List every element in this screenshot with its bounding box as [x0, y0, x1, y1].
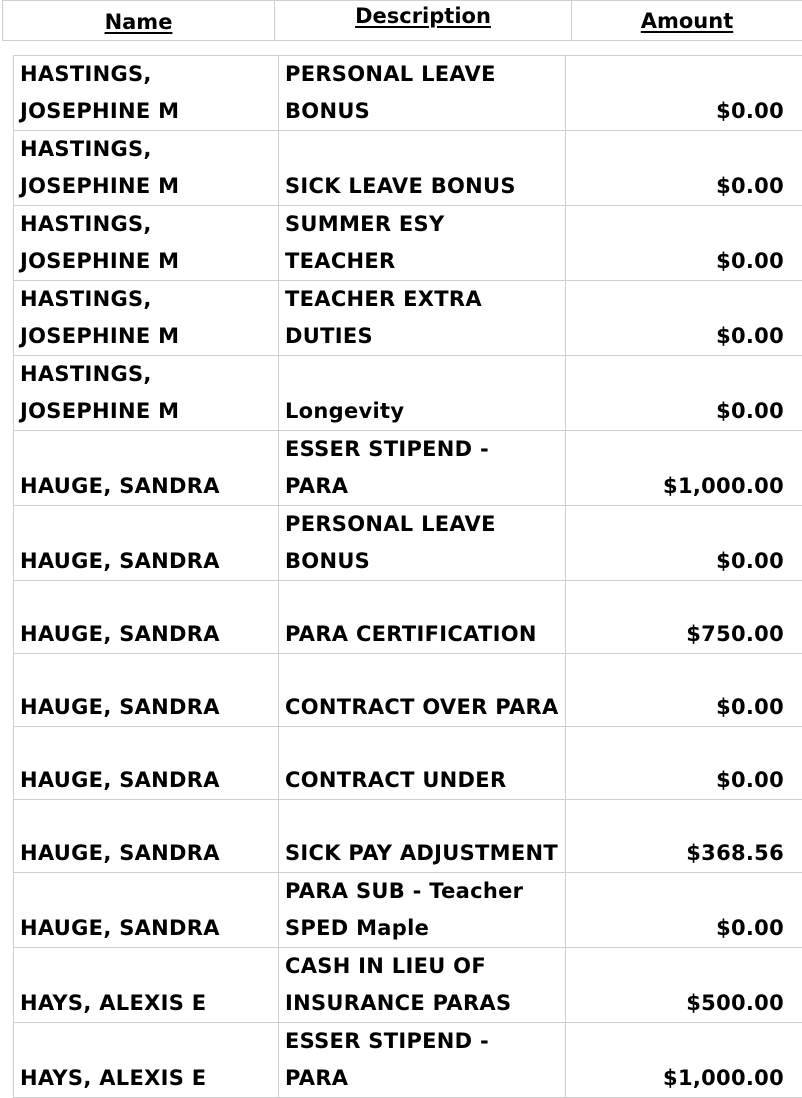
employee-name-cell-text: HAUGE, SANDRA [20, 543, 272, 581]
amount-cell [566, 948, 802, 1023]
table-row [14, 431, 802, 506]
description-cell [279, 1023, 566, 1098]
table-row [14, 654, 802, 727]
description-cell [279, 356, 566, 431]
description-cell [279, 131, 566, 206]
table-row [14, 1023, 802, 1098]
header-amount: Amount [572, 1, 802, 41]
amount-cell [566, 206, 802, 281]
employee-name-cell [14, 727, 279, 800]
amount-cell-text: $500.00 [572, 985, 784, 1023]
employee-name-cell-text: HAUGE, SANDRA [20, 468, 272, 506]
amount-cell-text: $0.00 [572, 910, 784, 948]
employee-name-cell [14, 206, 279, 281]
amount-cell [566, 800, 802, 873]
employee-name-cell-text: HAUGE, SANDRA [20, 762, 272, 800]
description-cell [279, 654, 566, 727]
description-cell [279, 727, 566, 800]
employee-name-cell [14, 948, 279, 1023]
employee-name-cell-text: HAUGE, SANDRA [20, 835, 272, 873]
description-cell-text: CONTRACT UNDER [285, 762, 559, 800]
amount-cell-text: $0.00 [572, 762, 784, 800]
description-cell [279, 431, 566, 506]
payment-table-body [14, 56, 802, 1098]
table-row [14, 948, 802, 1023]
employee-name-cell [14, 281, 279, 356]
amount-cell-text: $0.00 [572, 318, 784, 356]
employee-name-cell [14, 131, 279, 206]
table-row [14, 800, 802, 873]
description-cell-text: CONTRACT OVER PARA [285, 689, 559, 727]
description-cell-text: PERSONAL LEAVE BONUS [285, 56, 559, 130]
amount-cell [566, 1023, 802, 1098]
table-row [14, 727, 802, 800]
amount-cell-text: $1,000.00 [572, 468, 784, 506]
payment-table [13, 55, 802, 1098]
description-cell-text: SICK PAY ADJUSTMENT [285, 835, 559, 873]
description-cell-text: SUMMER ESY TEACHER [285, 206, 559, 280]
column-header-table [2, 0, 802, 41]
table-row [14, 356, 802, 431]
header-description: Description [275, 1, 572, 41]
employee-name-cell [14, 1023, 279, 1098]
employee-name-cell-text: HAYS, ALEXIS E [20, 1060, 272, 1098]
amount-cell [566, 654, 802, 727]
amount-cell-text: $0.00 [572, 393, 784, 431]
description-cell-text: PARA CERTIFICATION [285, 616, 559, 654]
amount-cell-text: $0.00 [572, 689, 784, 727]
employee-name-cell [14, 800, 279, 873]
employee-name-cell-text: HAYS, ALEXIS E [20, 985, 272, 1023]
employee-name-cell-text: HASTINGS, JOSEPHINE M [20, 281, 272, 355]
employee-name-cell-text: HAUGE, SANDRA [20, 910, 272, 948]
description-cell [279, 56, 566, 131]
employee-name-cell [14, 581, 279, 654]
description-cell-text: Longevity [285, 393, 559, 431]
header-name: Name [3, 1, 275, 41]
employee-name-cell [14, 356, 279, 431]
header-row [3, 1, 802, 41]
amount-cell-text: $368.56 [572, 835, 784, 873]
amount-cell [566, 356, 802, 431]
table-row [14, 206, 802, 281]
table-row [14, 581, 802, 654]
employee-name-cell-text: HASTINGS, JOSEPHINE M [20, 206, 272, 280]
description-cell-text: ESSER STIPEND - PARA [285, 431, 559, 505]
amount-cell-text: $0.00 [572, 243, 784, 281]
description-cell-text: SICK LEAVE BONUS [285, 168, 559, 206]
table-row [14, 281, 802, 356]
description-cell-text: PARA SUB - Teacher SPED Maple [285, 873, 559, 947]
description-cell-text: PERSONAL LEAVE BONUS [285, 506, 559, 580]
amount-cell [566, 506, 802, 581]
description-cell-text: TEACHER EXTRA DUTIES [285, 281, 559, 355]
table-row [14, 873, 802, 948]
description-cell [279, 281, 566, 356]
amount-cell-text: $1,000.00 [572, 1060, 784, 1098]
description-cell [279, 506, 566, 581]
amount-cell [566, 727, 802, 800]
employee-name-cell-text: HASTINGS, JOSEPHINE M [20, 56, 272, 130]
amount-cell-text: $750.00 [572, 616, 784, 654]
table-row [14, 131, 802, 206]
amount-cell-text: $0.00 [572, 168, 784, 206]
description-cell-text: CASH IN LIEU OF INSURANCE PARAS [285, 948, 559, 1022]
amount-cell [566, 581, 802, 654]
employee-name-cell-text: HASTINGS, JOSEPHINE M [20, 131, 272, 205]
amount-cell-text: $0.00 [572, 543, 784, 581]
amount-cell [566, 131, 802, 206]
employee-name-cell-text: HASTINGS, JOSEPHINE M [20, 356, 272, 430]
employee-name-cell [14, 506, 279, 581]
amount-cell [566, 431, 802, 506]
employee-name-cell-text: HAUGE, SANDRA [20, 616, 272, 654]
description-cell-text: ESSER STIPEND - PARA [285, 1023, 559, 1097]
description-cell [279, 800, 566, 873]
employee-name-cell [14, 56, 279, 131]
employee-name-cell [14, 431, 279, 506]
amount-cell [566, 873, 802, 948]
description-cell [279, 948, 566, 1023]
amount-cell [566, 281, 802, 356]
table-row [14, 56, 802, 131]
employee-name-cell-text: HAUGE, SANDRA [20, 689, 272, 727]
table-row [14, 506, 802, 581]
description-cell [279, 206, 566, 281]
description-cell [279, 581, 566, 654]
amount-cell [566, 56, 802, 131]
amount-cell-text: $0.00 [572, 93, 784, 131]
description-cell [279, 873, 566, 948]
employee-name-cell [14, 873, 279, 948]
employee-name-cell [14, 654, 279, 727]
